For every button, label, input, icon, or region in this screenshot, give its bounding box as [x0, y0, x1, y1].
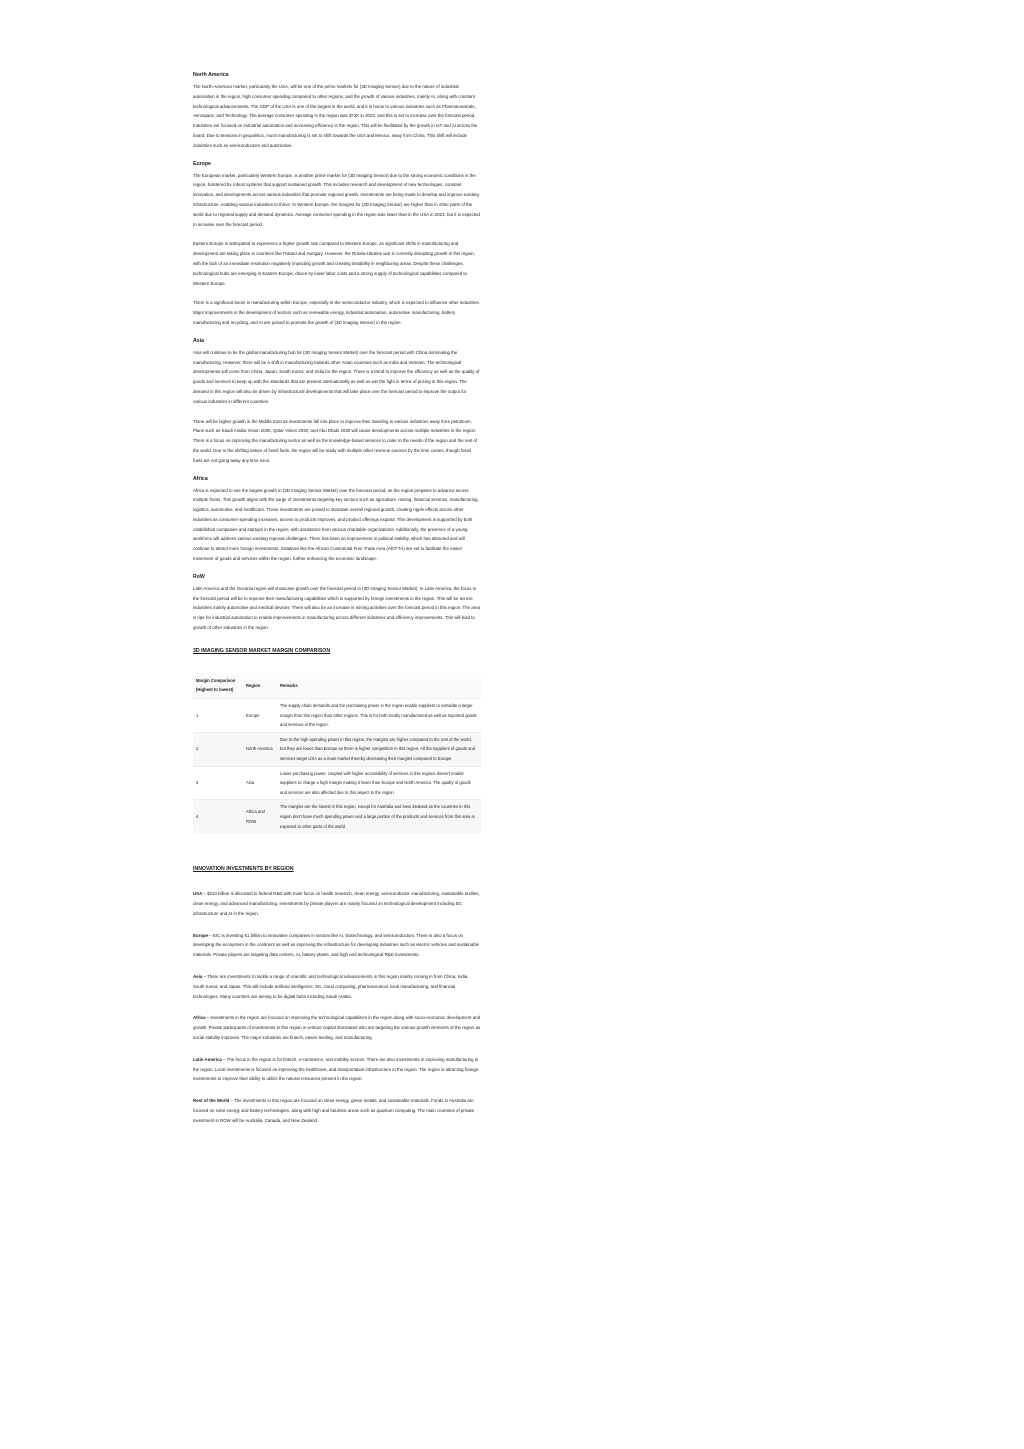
investment-label: Africa: [193, 1015, 206, 1021]
investment-text: – The focus in the region is for fintech, e-commerce, and mobility sectors. There are also investments in improving manufacturing in the region. Local investments is focused on improving the healthcare, and transportation infrastructure in the region. The region is attracting foreign investments to improve their ability to utilize the natural resources present in the region.: [193, 1056, 479, 1082]
region-paragraph: The European market, particularly Western Europe, is another prime market for (3D Imaging Sensor) due to the strong economic conditions in the region, bolstered by robust systems that support sustained growth. This includes research and development of new technologies, constant innovation, and developments across various industries that promote regional growth. Investments are being made to develop and improve existing infrastructure, enabling various industries to thrive. In Western Europe, the margins for (3D Imaging Sensor) are higher than in other parts of the world due to regional supply and demand dynamics. Average consumer spending in the region was lower than in the USA in 2023, but it is expected to increase over the forecast period.: [193, 172, 480, 227]
table-cell: Europe: [243, 699, 277, 733]
margin-comparison-table: [193, 673, 481, 833]
table-cell: 2: [193, 732, 243, 766]
investment-paragraph-africa: [193, 1013, 481, 1042]
region-north-america: [193, 72, 481, 151]
investment-paragraph-europe: [193, 931, 481, 960]
table-cell: 1: [193, 699, 243, 733]
region-paragraph: The North American market, particularly the USA, will be one of the prime markets for (3D Imaging Sensor) due to the nature of industrial automation in the region, high consumer spending compared to other regions, and the growth of various industries, mainly AI, along with constant technological advancements. The GDP of the USA is one of the largest in the world, and it is home to various industries such as Pharmaceuticals, Aerospace, and Technology. The average consumer spending in the region was $72K in 2023, and this is set to increase over the forecast period. Industries are focused on industrial automation and increasing efficiency in the region. This will be facilitated by the growth in IoT and AI across the board. Due to tensions in geopolitics, much manufacturing is set to shift towards the USA and Mexico, away from China. This shift will include industries such as semiconductors and automotive.: [193, 84, 478, 148]
investment-label: Rest of the World: [193, 1098, 230, 1104]
region-asia: [193, 338, 481, 466]
investment-paragraph-latin-america: [193, 1055, 481, 1084]
table-cell: Lower purchasing power, coupled with higher accessibility of services in this regions doesn't enable suppliers to charge a high margin making it lower than Europe and North America. The quality of goods and services are also affected due to this aspect in the region: [277, 766, 481, 800]
table-row: [193, 800, 481, 833]
table-cell: The margins are the lowest in this region, except for Australia and New Zealand as the countries in this region don't have much spending power and a large portion of the products and services from this area is exported to other parts of the world: [277, 800, 481, 833]
region-paragraph: Eastern Europe is anticipated to experience a higher growth rate compared to Western Europe, as significant shifts in manufacturing and development are taking place in countries like Poland and Hungary. However, the Russia-Ukraine war is currently disrupting growth in this region, with the lack of an immediate resolution negatively impacting growth and creating instability in neighboring areas. Despite these challenges, technological hubs are emerging in Eastern Europe, driven by lower labor costs and a strong supply of technological capabilities compared to Western Europe.: [193, 241, 475, 286]
region-paragraph: There is a significant boom in manufacturing within Europe, especially in the semiconductor industry, which is expected to influence other industries. Major improvements in the development of sectors such as renewable energy, industrial automation, automotive manufacturing, battery manufacturing and recycling, and AI are poised to promote the growth of (3D Imaging Sensor) in the region.: [193, 300, 480, 325]
investment-paragraph-usa: [193, 889, 481, 918]
region-paragraph: Africa is expected to see the largest growth in (3D Imaging Sensor Market) over the forecast period, as the region prepares to advance across multiple fronts. This growth aligns with the surge of investments targeting key sectors such as agriculture, mining, financial services, manufacturing, logistics, automotive, and healthcare. These investments are poised to stimulate overall regional growth, creating ripple effects across other industries as consumer spending increases, access to products improves, and product offerings expand. This development is supported by both established companies and startups in the region, with assistance from various charitable organizations. Additionally, the presence of a young workforce will address various existing regional challenges. There has been an improvement in political stability, which has attracted and will continue to attract more foreign investments. Initiatives like the African Continental Free Trade Area (AfCFTA) are set to facilitate the easier movement of goods and services within the region, further enhancing the economic landscape.: [193, 487, 479, 562]
table-cell: 4: [193, 800, 243, 833]
table-cell: North America: [243, 732, 277, 766]
region-row: [193, 574, 481, 633]
investment-label: USA: [193, 891, 203, 897]
table-header-row: [193, 673, 481, 699]
region-paragraph: Latin America and the Oceania region will showcase growth over the forecast period in (3D Imaging Sensor Market). In Latin America, the focus in the forecast period will be to improve their manufacturing capabilities which is supported by foreign investments in the region. This will be across industries mainly automotive and medical devices. There will also be an increase in mining activities over the forecast period in this region. The area is ripe for industrial automation to enable improvements in manufacturing across different industries and efficiency improvements. This will lead to growth of other industries in the region.: [193, 585, 481, 631]
table-header-cell: Remarks: [277, 673, 481, 699]
investment-text: – EIC is investing €1 billion to innovative companies in sectors like AI, biotechnology, and semiconductors. There is also a focus on developing the ecosystem in the continent as well as improving the infrastructure for developing industries such as electric vehicles and sustainable materials. Private players are targeting data centers, AI, battery plants, and high end technological R&D investments.: [193, 932, 480, 958]
table-cell: 3: [193, 766, 243, 800]
investment-text: – The investments in this region are focused on clean energy, green metals, and sustainable materials. Funds in Australia are focused on solar energy and battery technologies, along with high and futuristic areas such as quantum computing. The main countries of private investment in ROW will be Australia, Canada, and New Zealand.: [193, 1098, 475, 1123]
region-paragraph: Asia will continue to be the global manufacturing hub for (3D Imaging Sensor Market) over the forecast period with China dominating the manufacturing. However, there will be a shift in manufacturing towards other Asian countries such as India and Vietnam. The technological developments will come from China, Japan, South Korea, and India for the region. There is a trend to improve the efficiency as well as the quality of goods and services to keep up with the standards that are present internationally as well as win the fight in terms of pricing in this region. The demand in this region will also be driven by infrastructural developments that will take place over the forecast period to improve the output for various industries in different countries.: [193, 349, 480, 404]
region-europe: [193, 161, 481, 328]
table-cell: Due to the high spending power in this region, the margins are higher compared to the rest of the world, but they are lower than Europe as there is higher competition in this region. All the suppliers of goods and services target USA as a main market thereby decreasing their margins compared to Europe: [277, 732, 481, 766]
investment-text: – There are investments to tackle a range of scientific and technological advancements in this region mainly coming in from China, India, South Korea, and Japan. This will include artificial intelligence, 5G, cloud computing, pharmaceutical, local manufacturing, and financial technologies. Many countries are aiming to be digital hubs including Saudi Arabia.: [193, 973, 469, 999]
table-cell: The supply chain demands and the purchasing power in the region enable suppliers to extradite a larger margin from this region than other regions. This is for both locally manufactured as well as imported goods and services in the region.: [277, 699, 481, 733]
region-heading: North America: [193, 72, 229, 78]
investment-label: Latin America: [193, 1056, 222, 1062]
margin-section-title: 3D IMAGING SENSOR MARKET MARGIN COMPARISON: [193, 647, 331, 654]
investment-paragraph-asia: [193, 972, 481, 1001]
region-heading: Asia: [193, 337, 204, 344]
table-row: [193, 699, 481, 733]
table-header-cell: Region: [243, 673, 277, 699]
investment-label: Europe: [193, 932, 209, 938]
table-cell: Asia: [243, 766, 277, 800]
table-cell: Africa and ROW: [243, 800, 277, 833]
table-row: [193, 732, 481, 766]
investment-text: – $210 billion is allocated to federal R&D with main focus on health research, clean energy, semiconductor manufacturing, sustainable textiles, clean energy, and advanced manufacturing. Investments by private players are mainly focused on technological development including 5G infrastructure and AI in the region.: [193, 891, 480, 916]
region-africa: [193, 476, 481, 564]
region-heading: Europe: [193, 160, 211, 167]
document-page: [193, 72, 481, 1138]
table-row: [193, 766, 481, 800]
region-heading: Africa: [193, 475, 208, 482]
investment-text: – Investments in the region are focused on improving the technological capabilities in the region along with socio-economic development and growth. Private participants of investments in this region is venture capital dominated who are targeting the various growth elements of the region as social stability improves. The major industries are fintech, easier lending, and manufacturing.: [193, 1015, 481, 1040]
investment-paragraph-rest-of-world: [193, 1096, 481, 1125]
investment-label: Asia: [193, 973, 203, 979]
region-paragraph: There will be higher growth in the Middle East as investments fall into place to improve their standing in various industries away from petroleum. Plans such as Saudi Arabia Vision 2030, Qatar Vision 2030, and Abu Dhabi 2030 will cause developments across multiple industries in the region. There is a focus on improving the manufacturing sector as well as the knowledge-based services to cater to the needs of the region and the rest of the world. Due to the shifting nature of fossil fuels, the region will be ready with multiple other revenue sources by the time comes, though fossil fuels are not going away any time soon.: [193, 418, 478, 463]
investment-section-title: INNOVATION INVESTMENTS BY REGION: [193, 866, 294, 873]
table-header-cell: Margin Comparison (Highest to lowest): [193, 673, 243, 699]
region-heading: RoW: [193, 573, 205, 580]
